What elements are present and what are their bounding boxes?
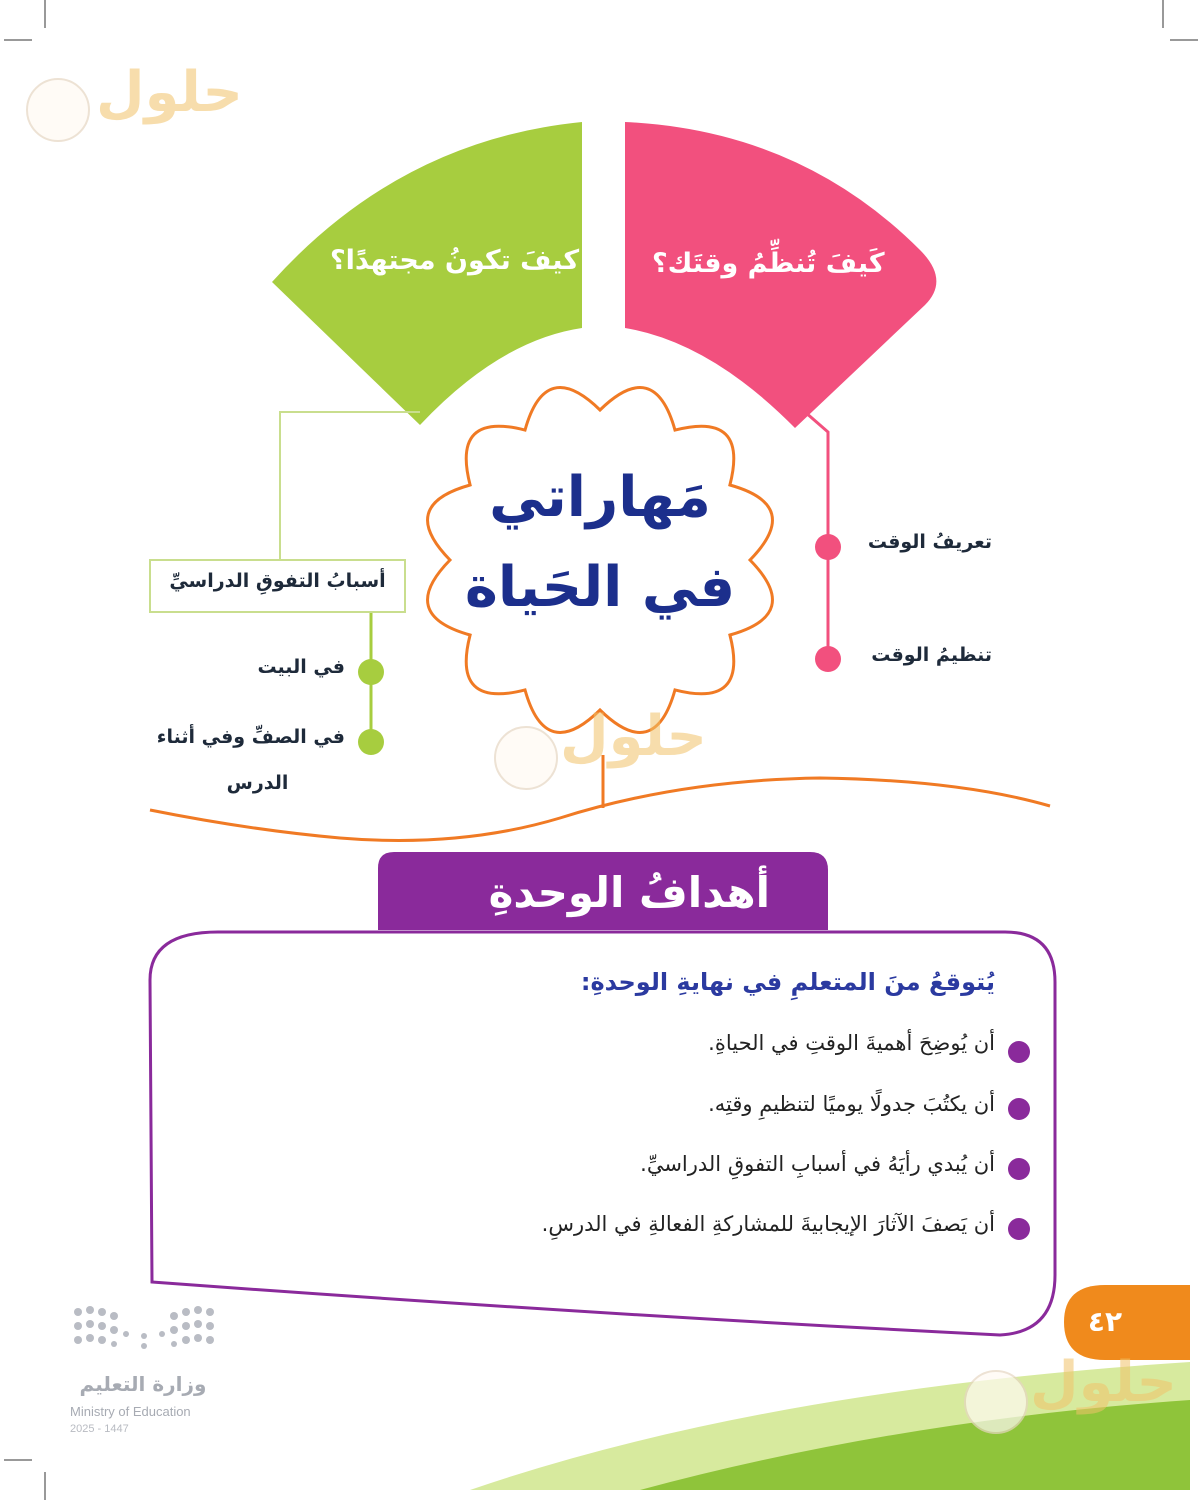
watermark-logo-icon	[494, 726, 558, 790]
ministry-name-ar: وزارة التعليم	[79, 1372, 207, 1396]
goal-item-3: أن يُبدي رأيَهُ في أسبابِ التفوقِ الدراسيِّ.	[640, 1152, 995, 1176]
ministry-year: 2025 - 1447	[70, 1423, 129, 1435]
left-item-class-line2: الدرس	[226, 772, 289, 794]
right-item-definition: تعريفُ الوقت	[867, 531, 992, 553]
goal-bullet-icon	[1008, 1041, 1030, 1063]
left-item-home: في البيت	[257, 656, 345, 678]
goal-bullet-icon	[1008, 1218, 1030, 1240]
branch-node	[815, 534, 841, 560]
left-item-class-line1: في الصفِّ وفي أثناء	[156, 726, 345, 748]
ministry-logo-icon	[74, 1306, 214, 1349]
branch-node	[815, 646, 841, 672]
flower-title-line1: مَهاراتي	[489, 465, 711, 530]
goal-item-2: أن يكتُبَ جدولًا يوميًا لتنظيمِ وقتِه.	[708, 1092, 995, 1116]
goals-header: أهدافُ الوحدةِ	[488, 868, 770, 917]
goals-intro: يُتوقعُ منَ المتعلمِ في نهايةِ الوحدةِ:	[580, 968, 995, 996]
watermark-top: حلول	[96, 60, 243, 125]
branch-node	[358, 729, 384, 755]
watermark-logo-icon	[964, 1370, 1028, 1434]
petal-left-label: كيفَ تكونُ مجتهدًا؟	[330, 245, 580, 276]
watermark-bottom: حلول	[1030, 1350, 1177, 1415]
page-number: ٤٢	[1087, 1305, 1123, 1338]
flower-title-line2: في الحَياة	[464, 555, 736, 620]
branch-node	[358, 659, 384, 685]
watermark-center: حلول	[560, 704, 707, 769]
ministry-name-en: Ministry of Education	[70, 1404, 191, 1419]
causes-box-label: أسبابُ التفوقِ الدراسيِّ	[169, 570, 386, 592]
goal-bullet-icon	[1008, 1098, 1030, 1120]
goal-item-1: أن يُوضِحَ أهميةَ الوقتِ في الحياةِ.	[708, 1031, 995, 1055]
watermark-logo-icon	[26, 78, 90, 142]
right-item-organize: تنظيمُ الوقت	[871, 644, 992, 666]
petal-right-label: كَيفَ تُنظِّمُ وقتَك؟	[652, 248, 885, 279]
goal-item-4: أن يَصفَ الآثارَ الإيجابيةَ للمشاركةِ الفعالةِ في الدرسِ.	[541, 1212, 995, 1236]
goal-bullet-icon	[1008, 1158, 1030, 1180]
